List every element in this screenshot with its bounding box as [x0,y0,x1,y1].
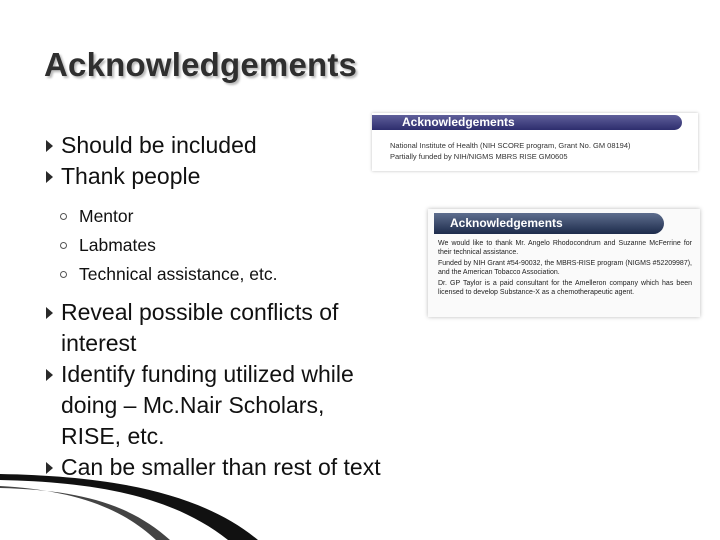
sub-bullet-text: Labmates [79,235,156,255]
bullet-text: Reveal possible conflicts of interest [61,299,339,356]
example-2-paragraph: Dr. GP Taylor is a paid consultant for the Amelleron company which has been licensed to develop Substance-X as a chemotherapeutic agent. [438,280,692,296]
example-1-heading: Acknowledgements [372,115,682,130]
example-2-paragraph: We would like to thank Mr. Angelo Rhodocondrum and Suzanne McFerrine for their technical assistance. [438,240,692,256]
bullet-text: Should be included [61,132,257,158]
sub-bullet-text: Technical assistance, etc. [79,264,278,284]
example-1-line: National Institute of Health (NIH SCORE program, Grant No. GM 08194) [390,141,631,150]
bullet-text: Identify funding utilized while doing – Mc.Nair Scholars, RISE, etc. [61,361,354,449]
example-2-heading: Acknowledgements [434,213,664,234]
slide-title: Acknowledgements [44,46,358,83]
sub-bullet-text: Mentor [79,206,134,226]
example-2-paragraph: Funded by NIH Grant #54-90032, the MBRS-RISE program (NIGMS #52209987), and the American Tobacco Association. [438,260,692,276]
bullet-text: Thank people [61,163,201,189]
example-1-line: Partially funded by NIH/NIGMS MBRS RISE GM0605 [390,152,568,161]
bullet-text: Can be smaller than rest of text [61,454,381,480]
